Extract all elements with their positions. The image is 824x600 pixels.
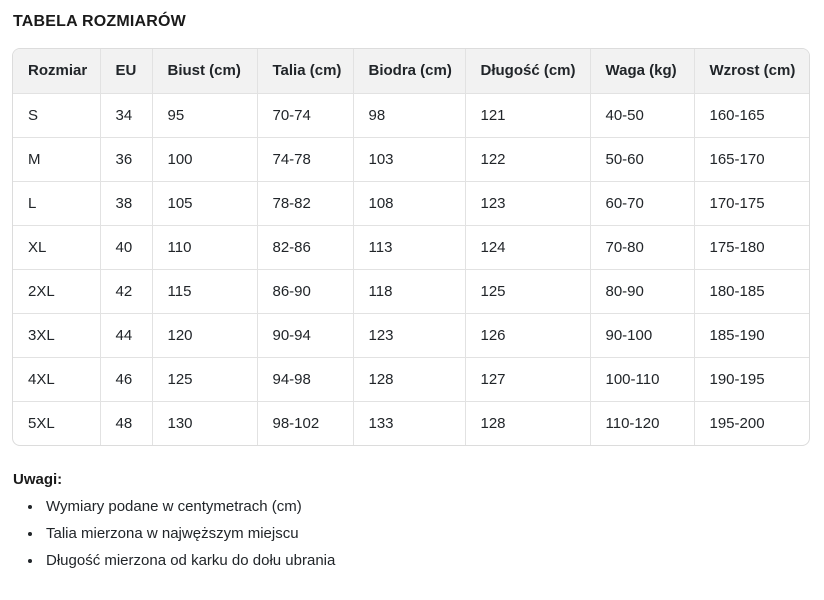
size-cell: 4XL	[13, 357, 100, 401]
table-cell: 120	[152, 313, 257, 357]
table-cell: 103	[353, 137, 465, 181]
size-cell: 5XL	[13, 401, 100, 445]
table-cell: 80-90	[590, 269, 694, 313]
table-cell: 94-98	[257, 357, 353, 401]
table-row-4xl	[13, 357, 809, 401]
table-cell: 48	[100, 401, 152, 445]
table-row-5xl	[13, 401, 809, 445]
table-cell: 100-110	[590, 357, 694, 401]
table-cell: 90-94	[257, 313, 353, 357]
table-cell: 133	[353, 401, 465, 445]
table-cell: 195-200	[709, 414, 765, 432]
table-cell: 128	[353, 357, 465, 401]
table-cell: 40	[100, 225, 152, 269]
table-cell: 90-100	[590, 313, 694, 357]
note-item: • Talia mierzona w najwęższym miejscu	[43, 525, 812, 542]
size-cell: L	[13, 181, 100, 225]
table-cell: 44	[100, 313, 152, 357]
table-cell: 170-175	[694, 181, 809, 225]
size-table	[13, 49, 809, 445]
table-row-xl	[13, 225, 809, 269]
table-row-m	[13, 137, 809, 181]
table-cell: 125	[152, 357, 257, 401]
table-row-2xl	[13, 269, 809, 313]
table-cell: 40-50	[590, 93, 694, 137]
table-cell: 130	[152, 401, 257, 445]
table-cell: 123	[465, 181, 590, 225]
size-cell: 3XL	[13, 313, 100, 357]
table-cell: 36	[100, 137, 152, 181]
note-item: • Długość mierzona od karku do dołu ubrania	[43, 552, 812, 569]
table-cell: 38	[100, 181, 152, 225]
column-header-wzrost: Wzrost (cm)	[694, 49, 809, 93]
table-cell: 165-170	[694, 137, 809, 181]
table-cell: 70-80	[590, 225, 694, 269]
table-row-l	[13, 181, 809, 225]
table-cell: 98-102	[257, 401, 353, 445]
table-cell: 160-165	[694, 93, 809, 137]
table-cell: 175-180	[694, 225, 809, 269]
notes-heading: Uwagi:	[13, 471, 63, 488]
table-row-s	[13, 93, 809, 137]
size-cell: M	[13, 137, 100, 181]
table-cell: 185-190	[694, 313, 809, 357]
table-cell: 124	[465, 225, 590, 269]
table-cell: 60-70	[590, 181, 694, 225]
size-cell: XL	[13, 225, 100, 269]
table-cell: 128	[465, 401, 590, 445]
table-cell: 50-60	[590, 137, 694, 181]
header-row	[13, 49, 809, 93]
table-cell: 190-195	[694, 357, 809, 401]
table-cell: 34	[100, 93, 152, 137]
table-cell: 100	[152, 137, 257, 181]
table-cell: 125	[465, 269, 590, 313]
table-cell: 95	[152, 93, 257, 137]
table-cell: 127	[465, 357, 590, 401]
column-header-eu: EU	[100, 49, 152, 93]
table-row-3xl	[13, 313, 809, 357]
table-cell: 82-86	[257, 225, 353, 269]
table-cell: 98	[353, 93, 465, 137]
table-cell: 115	[152, 269, 257, 313]
size-table-body	[13, 93, 809, 445]
column-header-biust: Biust (cm)	[152, 49, 257, 93]
table-cell: 105	[152, 181, 257, 225]
table-cell: 113	[353, 225, 465, 269]
page-title: TABELA ROZMIARÓW	[13, 13, 186, 30]
size-table-header	[13, 49, 809, 93]
table-cell: 118	[353, 269, 465, 313]
table-cell: 46	[100, 357, 152, 401]
note-item: • Wymiary podane w centymetrach (cm)	[43, 498, 812, 515]
column-header-biodra: Biodra (cm)	[353, 49, 465, 93]
column-header-talia: Talia (cm)	[257, 49, 353, 93]
size-cell: S	[13, 93, 100, 137]
table-cell: 110-120	[590, 401, 694, 445]
notes-list	[12, 498, 812, 569]
table-cell: 121	[465, 93, 590, 137]
size-table-container	[12, 48, 810, 446]
table-cell: 123	[353, 313, 465, 357]
size-cell: 2XL	[13, 269, 100, 313]
table-cell: 74-78	[257, 137, 353, 181]
table-cell: 86-90	[257, 269, 353, 313]
column-header-rozmiar: Rozmiar	[13, 49, 100, 93]
column-header-waga: Waga (kg)	[590, 49, 694, 93]
table-cell: 70-74	[257, 93, 353, 137]
column-header-dlugosc: Długość (cm)	[465, 49, 590, 93]
table-cell: 126	[465, 313, 590, 357]
table-cell: 78-82	[257, 181, 353, 225]
table-cell: 42	[100, 269, 152, 313]
table-cell: 108	[353, 181, 465, 225]
table-cell: 122	[465, 137, 590, 181]
table-cell: 180-185	[694, 269, 809, 313]
table-cell: 110	[152, 225, 257, 269]
